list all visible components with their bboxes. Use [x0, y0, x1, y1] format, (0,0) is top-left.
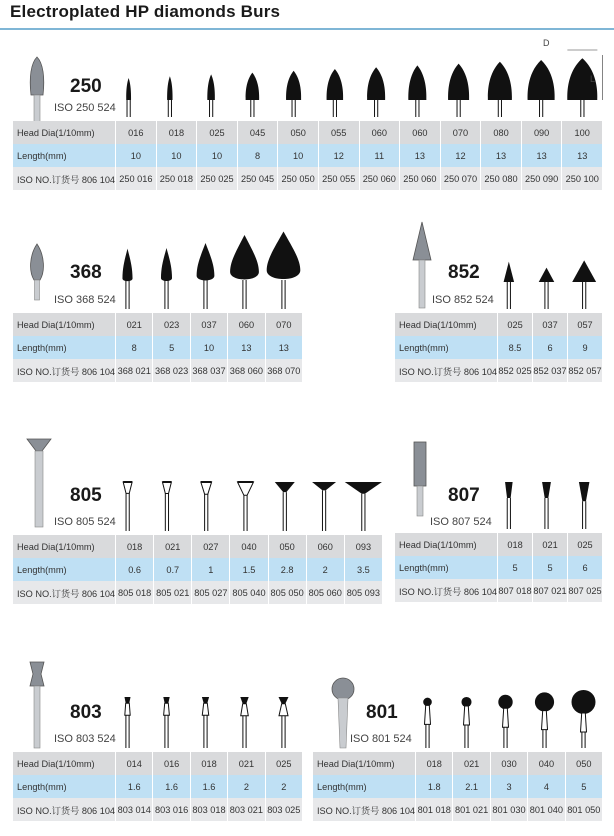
table-cell: 0.7	[154, 558, 192, 581]
bur-neck-801	[425, 705, 431, 724]
group-iso-label: ISO 250 524	[54, 102, 116, 114]
table-cell: 060	[306, 535, 344, 558]
bur-head-801	[498, 695, 512, 709]
table-cell: 100	[562, 121, 603, 144]
table-cell: 852 037	[533, 359, 568, 382]
table-cell: 368 037	[190, 359, 227, 382]
table-cell: 368 070	[265, 359, 302, 382]
table-cell: 807 018	[498, 579, 533, 602]
table-cell: 13	[562, 144, 603, 167]
table-cell: 801 030	[490, 798, 527, 821]
bur-neck-801	[503, 708, 509, 727]
bur-head-801	[535, 692, 554, 711]
table-cell: 1.8	[416, 775, 453, 798]
table-cell: 060	[228, 313, 265, 336]
iso-code-row	[313, 798, 603, 821]
table-cell: 1.5	[230, 558, 268, 581]
table-cell: 025	[197, 121, 238, 144]
table-cell: 250 100	[562, 167, 603, 190]
row-label: Length(mm)	[313, 775, 416, 798]
table-cell: 6	[533, 336, 568, 359]
table-cell: 8.5	[498, 336, 533, 359]
table-cell: 805 060	[306, 581, 344, 604]
bur-neck-801	[581, 713, 587, 732]
table-cell: 040	[528, 752, 565, 775]
row-label: ISO NO.订货号 806 104	[13, 581, 116, 604]
table-cell: 1	[192, 558, 230, 581]
table-cell: 801 040	[528, 798, 565, 821]
table-cell: 050	[565, 752, 602, 775]
table-cell: 250 080	[481, 167, 522, 190]
table-cell: 803 025	[265, 798, 302, 821]
table-cell: 250 055	[318, 167, 359, 190]
table-cell: 014	[116, 752, 153, 775]
table-cell: 803 021	[228, 798, 265, 821]
table-cell: 021	[533, 533, 568, 556]
table-cell: 070	[265, 313, 302, 336]
row-label: Length(mm)	[13, 144, 116, 167]
table-cell: 060	[359, 121, 400, 144]
table-cell: 11	[359, 144, 400, 167]
table-cell: 807 025	[568, 579, 603, 602]
row-label: Head Dia(1/10mm)	[13, 121, 116, 144]
table-cell: 250 050	[278, 167, 319, 190]
row-label: Head Dia(1/10mm)	[313, 752, 416, 775]
table-cell: 027	[192, 535, 230, 558]
table-cell: 250 060	[400, 167, 441, 190]
table-cell: 8	[237, 144, 278, 167]
group-iso-label: ISO 807 524	[430, 516, 492, 528]
table-cell: 037	[190, 313, 227, 336]
row-label: ISO NO.订货号 806 104	[13, 359, 116, 382]
table-cell: 10	[278, 144, 319, 167]
table-cell: 805 018	[116, 581, 154, 604]
row-label: Head Dia(1/10mm)	[395, 533, 498, 556]
row-label: Head Dia(1/10mm)	[13, 535, 116, 558]
table-cell: 050	[268, 535, 306, 558]
table-cell: 250 025	[197, 167, 238, 190]
table-cell: 10	[190, 336, 227, 359]
table-cell: 057	[568, 313, 603, 336]
row-label: ISO NO.订货号 806 104	[395, 579, 498, 602]
table-cell: 021	[116, 313, 153, 336]
group-iso-label: ISO 805 524	[54, 516, 116, 528]
table-cell: 805 050	[268, 581, 306, 604]
group-code: 250	[70, 76, 102, 97]
table-cell: 025	[265, 752, 302, 775]
bur-neck-801	[542, 711, 548, 730]
table-cell: 807 021	[533, 579, 568, 602]
table-cell: 2	[265, 775, 302, 798]
table-cell: 030	[490, 752, 527, 775]
table-cell: 10	[156, 144, 197, 167]
group-code: 852	[448, 262, 480, 283]
table-cell: 250 060	[359, 167, 400, 190]
table-cell: 6	[568, 556, 603, 579]
table-cell: 5	[498, 556, 533, 579]
row-label: Head Dia(1/10mm)	[13, 313, 116, 336]
length-row	[313, 775, 603, 798]
row-label: ISO NO.订货号 806 104	[13, 798, 116, 821]
group-code: 801	[366, 702, 398, 723]
table-cell: 805 027	[192, 581, 230, 604]
table-cell: 10	[197, 144, 238, 167]
table-cell: 060	[400, 121, 441, 144]
table-cell: 368 060	[228, 359, 265, 382]
table-cell: 801 050	[565, 798, 602, 821]
table-cell: 2	[228, 775, 265, 798]
table-cell: 801 021	[453, 798, 490, 821]
table-cell: 10	[116, 144, 157, 167]
row-label: Length(mm)	[395, 556, 498, 579]
table-cell: 805 040	[230, 581, 268, 604]
table-cell: 1.6	[116, 775, 153, 798]
row-label: Length(mm)	[13, 775, 116, 798]
table-cell: 0.6	[116, 558, 154, 581]
dim-label-d: D	[543, 38, 550, 48]
table-cell: 12	[440, 144, 481, 167]
table-cell: 852 057	[568, 359, 603, 382]
row-label: ISO NO.订货号 806 104	[13, 167, 116, 190]
row-label: ISO NO.订货号 806 104	[313, 798, 416, 821]
table-cell: 093	[344, 535, 382, 558]
table-cell: 801 018	[416, 798, 453, 821]
table-cell: 803 014	[116, 798, 153, 821]
table-cell: 250 045	[237, 167, 278, 190]
spec-table-801	[313, 752, 603, 821]
table-cell: 13	[521, 144, 562, 167]
table-cell: 9	[568, 336, 603, 359]
table-cell: 090	[521, 121, 562, 144]
table-cell: 250 090	[521, 167, 562, 190]
group-code: 805	[70, 485, 102, 506]
dim-label-l: L	[590, 74, 596, 84]
table-cell: 13	[481, 144, 522, 167]
table-cell: 805 093	[344, 581, 382, 604]
table-cell: 045	[237, 121, 278, 144]
table-cell: 1.6	[153, 775, 190, 798]
table-cell: 3	[490, 775, 527, 798]
table-cell: 023	[153, 313, 190, 336]
table-cell: 852 025	[498, 359, 533, 382]
table-cell: 368 021	[116, 359, 153, 382]
table-cell: 080	[481, 121, 522, 144]
table-cell: 13	[265, 336, 302, 359]
table-cell: 021	[228, 752, 265, 775]
table-cell: 13	[400, 144, 441, 167]
table-cell: 018	[416, 752, 453, 775]
row-label: Head Dia(1/10mm)	[395, 313, 498, 336]
row-label: Length(mm)	[13, 558, 116, 581]
table-cell: 050	[278, 121, 319, 144]
group-code: 803	[70, 702, 102, 723]
table-cell: 8	[116, 336, 153, 359]
table-cell: 025	[498, 313, 533, 336]
table-cell: 250 016	[116, 167, 157, 190]
table-cell: 1.6	[190, 775, 227, 798]
group-iso-label: ISO 801 524	[350, 733, 412, 745]
table-cell: 021	[154, 535, 192, 558]
row-label: Head Dia(1/10mm)	[13, 752, 116, 775]
table-cell: 018	[116, 535, 154, 558]
table-cell: 250 070	[440, 167, 481, 190]
table-cell: 016	[153, 752, 190, 775]
table-cell: 368 023	[153, 359, 190, 382]
table-cell: 018	[498, 533, 533, 556]
table-cell: 5	[533, 556, 568, 579]
table-cell: 070	[440, 121, 481, 144]
row-label: Length(mm)	[395, 336, 498, 359]
table-cell: 2	[306, 558, 344, 581]
bur-head-801	[572, 690, 596, 714]
bur-head-801	[461, 697, 471, 707]
table-cell: 018	[190, 752, 227, 775]
page-title: Electroplated HP diamonds Burs	[10, 2, 281, 21]
table-cell: 018	[156, 121, 197, 144]
table-cell: 5	[153, 336, 190, 359]
table-cell: 250 018	[156, 167, 197, 190]
table-cell: 805 021	[154, 581, 192, 604]
table-cell: 2.1	[453, 775, 490, 798]
group-iso-label: ISO 803 524	[54, 733, 116, 745]
table-cell: 2.8	[268, 558, 306, 581]
table-cell: 4	[528, 775, 565, 798]
table-cell: 040	[230, 535, 268, 558]
table-cell: 5	[565, 775, 602, 798]
table-cell: 037	[533, 313, 568, 336]
table-cell: 12	[318, 144, 359, 167]
group-code: 807	[448, 485, 480, 506]
group-iso-label: ISO 368 524	[54, 294, 116, 306]
row-label: ISO NO.订货号 806 104	[395, 359, 498, 382]
table-cell: 13	[228, 336, 265, 359]
group-code: 368	[70, 262, 102, 283]
table-cell: 803 018	[190, 798, 227, 821]
row-label: Length(mm)	[13, 336, 116, 359]
table-cell: 016	[116, 121, 157, 144]
table-cell: 803 016	[153, 798, 190, 821]
table-cell: 025	[568, 533, 603, 556]
bur-neck-801	[464, 706, 470, 725]
group-iso-label: ISO 852 524	[432, 294, 494, 306]
table-cell: 021	[453, 752, 490, 775]
table-cell: 055	[318, 121, 359, 144]
head-dia-row	[313, 752, 603, 775]
table-cell: 3.5	[344, 558, 382, 581]
